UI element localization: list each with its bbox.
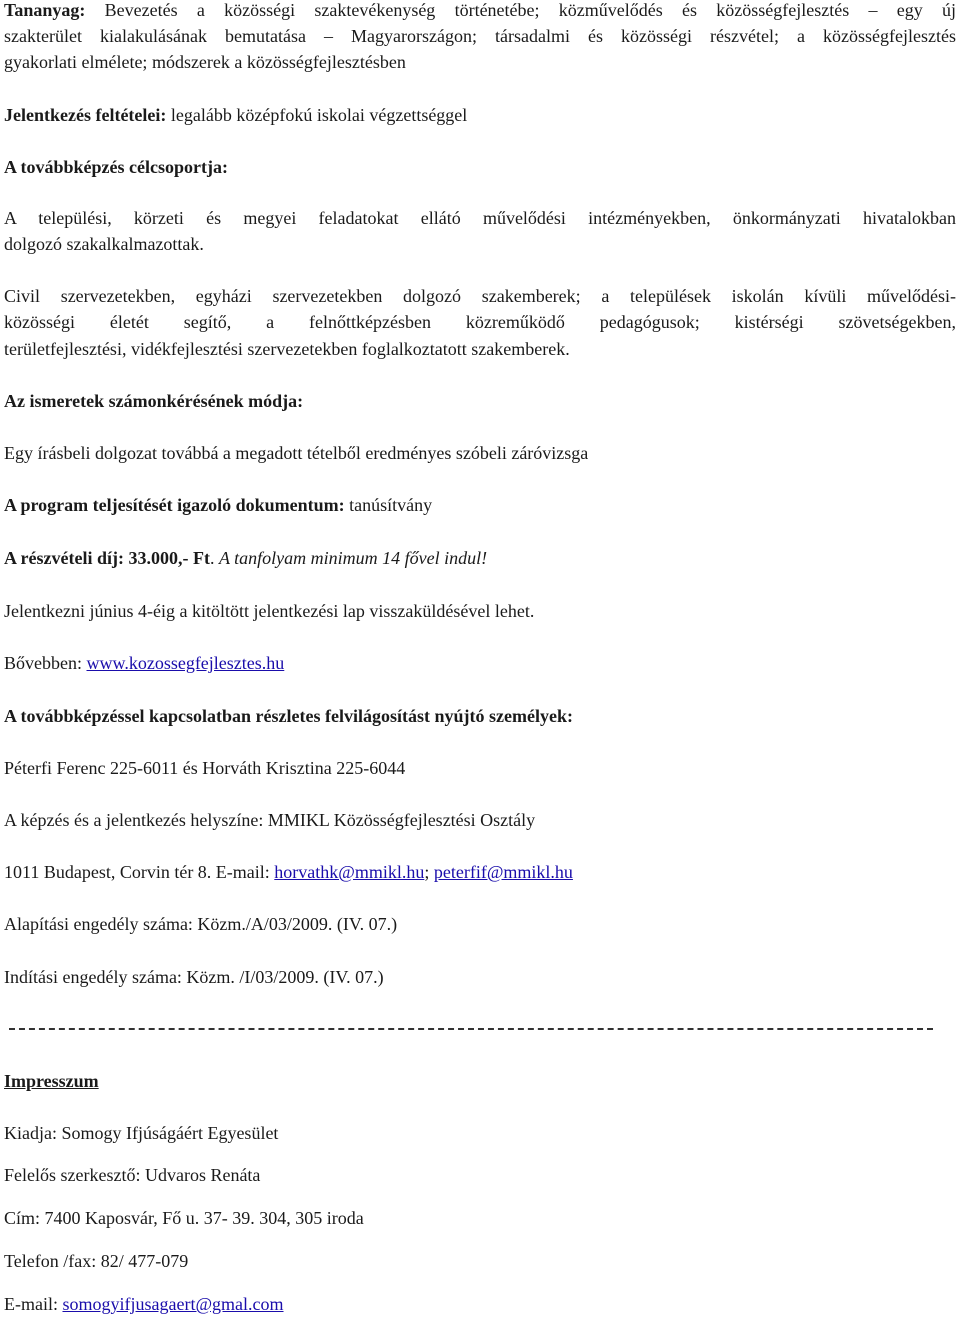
dij-note: A tanfolyam minimum 14 fővel indul! — [218, 548, 488, 568]
jelentkezes-text: legalább középfokú iskolai végzettséggel — [166, 105, 468, 125]
dij-label: A részvételi díj: 33.000,- Ft — [4, 548, 210, 568]
helyszin-address — [4, 859, 956, 885]
alapitasi-engedely: Alapítási engedély száma: Közm./A/03/2009. (IV. 07.) — [4, 914, 398, 934]
email-separator: ; — [424, 862, 434, 882]
inditasi-engedely: Indítási engedély száma: Közm. /I/03/2009. (IV. 07.) — [4, 967, 384, 987]
impresszum-kiadja: Kiadja: Somogy Ifjúságáért Egyesület — [4, 1123, 279, 1143]
bovebben-line — [4, 650, 956, 676]
dokumentum-value: tanúsítvány — [344, 495, 433, 515]
impresszum-email-line — [4, 1291, 956, 1317]
jelentkezes-feltetelei — [4, 102, 956, 128]
impresszum-cim: Cím: 7400 Kaposvár, Fő u. 37- 39. 304, 305 iroda — [4, 1208, 364, 1228]
impresszum-email-link[interactable]: somogyifjusagaert@gmal.com — [62, 1294, 284, 1314]
szamonkeres-heading-text: Az ismeretek számonkérésének módja: — [4, 391, 304, 411]
dokumentum-line — [4, 492, 956, 518]
bovebben-label: Bővebben: — [4, 653, 87, 673]
dashed-divider — [9, 1028, 933, 1030]
tananyag-text-1: Bevezetés a közösségi szaktevékenység történetébe; közművelődés és közösségfejlesztés – egy új — [104, 0, 957, 20]
tananyag-line-1 — [4, 0, 956, 23]
tananyag-line-3: gyakorlati elmélete; módszerek a közösségfejlesztésben — [4, 52, 406, 72]
dij-dot: . — [209, 548, 219, 568]
celcsoport-p2-line-3: területfejlesztési, vidékfejlesztési szervezetekben foglalkoztatott szakemberek. — [4, 339, 570, 359]
dokumentum-label: A program teljesítését igazoló dokumentum: — [4, 495, 345, 515]
celcsoport-p2-line-2: közösségi életét segítő, a felnőttképzésben közreműködő pedagógusok; kistérségi szövetségekben, — [4, 312, 956, 332]
szamonkeres-text: Egy írásbeli dolgozat továbbá a megadott tételből eredményes szóbeli záróvizsga — [4, 443, 589, 463]
celcsoport-p1-line-2: dolgozó szakalkalmazottak. — [4, 234, 204, 254]
tananyag-line-2: szakterület kialakulásának bemutatása – Magyarországon; társadalmi és közösségi részvétel; a közösségfejlesztés — [4, 26, 956, 46]
email-link-horvathk[interactable]: horvathk@mmikl.hu — [274, 862, 425, 882]
impresszum-title — [4, 1068, 956, 1094]
impresszum-telefon: Telefon /fax: 82/ 477-079 — [4, 1251, 189, 1271]
jelentkezes-label: Jelentkezés feltételei: — [4, 105, 167, 125]
celcsoport-p2-line-1: Civil szervezetekben, egyházi szervezetekben dolgozó szakemberek; a települések iskolán kívüli művelődési- — [4, 286, 956, 306]
celcsoport-heading — [4, 154, 956, 180]
reszveteli-dij — [4, 545, 956, 571]
impresszum-szerkeszto: Felelős szerkesztő: Udvaros Renáta — [4, 1165, 261, 1185]
kapcsolat-heading-text: A továbbképzéssel kapcsolatban részletes felvilágosítást nyújtó személyek: — [4, 706, 573, 726]
website-link[interactable]: www.kozossegfejlesztes.hu — [86, 653, 285, 673]
email-link-peterfif[interactable]: peterfif@mmikl.hu — [433, 862, 573, 882]
celcsoport-heading-text: A továbbképzés célcsoportja: — [4, 157, 228, 177]
address-text: 1011 Budapest, Corvin tér 8. E-mail: — [4, 862, 275, 882]
impresszum-title-text: Impresszum — [4, 1071, 99, 1091]
szamonkeres-heading — [4, 388, 956, 414]
helyszin-text: A képzés és a jelentkezés helyszíne: MMIKL Közösségfejlesztési Osztály — [4, 810, 536, 830]
kapcsolat-persons: Péterfi Ferenc 225-6011 és Horváth Krisztina 225-6044 — [4, 758, 406, 778]
impresszum-email-label: E-mail: — [4, 1294, 63, 1314]
tananyag-label: Tananyag: — [4, 0, 86, 20]
kapcsolat-heading — [4, 703, 956, 729]
celcsoport-p1-line-1: A települési, körzeti és megyei feladatokat ellátó művelődési intézményekben, önkormányzati hivatalokban — [4, 208, 956, 228]
jelentkezesi-hatarido: Jelentkezni június 4-éig a kitöltött jelentkezési lap visszaküldésével lehet. — [4, 601, 535, 621]
